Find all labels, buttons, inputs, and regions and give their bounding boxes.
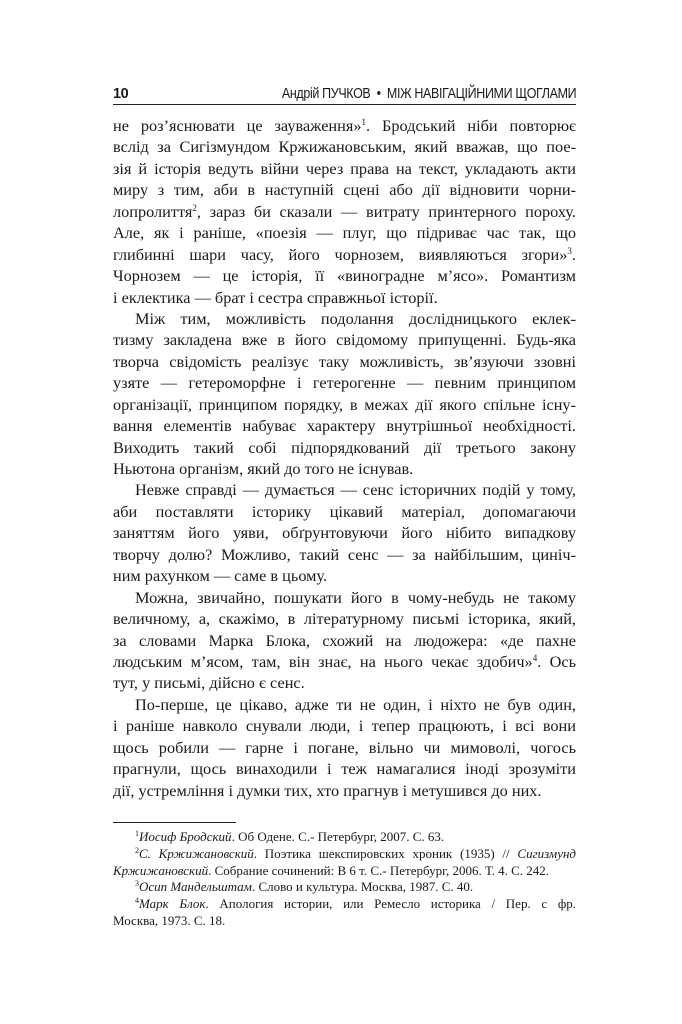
- text-line: [113, 287, 576, 308]
- footnote-number: 1: [135, 829, 139, 838]
- footnote-line: [113, 846, 576, 863]
- line-text: глибинні шари часу, його чорнозем, виявляються згори»: [113, 244, 568, 264]
- text-line: [113, 544, 576, 565]
- text-line: [113, 415, 576, 436]
- footnote-divider: [113, 822, 236, 823]
- line-text: аби поставляти історику цікавий матеріал, допомагаючи: [113, 501, 576, 521]
- running-title: [282, 86, 576, 102]
- text-line: [113, 372, 576, 393]
- line-text: Можна, звичайно, пошукати його в чому-небудь не такому: [135, 587, 576, 607]
- line-text: творча свідомість реалізує таку можливість, зв’язуючи ззовні: [113, 351, 576, 371]
- footnote-author: Марк Блок: [139, 896, 206, 912]
- text-line: [113, 758, 576, 779]
- text-line: [113, 522, 576, 543]
- text-line: [113, 458, 576, 479]
- footnote-text: . Собрание сочинений: В 6 т. С.- Петербург, 2006. Т. 4. С. 242.: [208, 862, 550, 878]
- footnote-number: 3: [135, 879, 139, 889]
- line-text: величному, а, скажімо, в літературному письмі історика, який,: [113, 609, 576, 629]
- footnote-author: Кржижановский: [113, 862, 209, 878]
- footnote-text: . Поэтика шекспировских хроник (1935) //: [253, 845, 518, 861]
- footnote-author: С. Кржижановский: [139, 845, 254, 861]
- line-text: і раніше навколо снували люди, і тепер працюють, і всі вони: [113, 716, 576, 736]
- line-text: узяте — гетероморфне і гетерогенне — певним принципом: [113, 373, 576, 393]
- header-separator: •: [376, 86, 381, 102]
- book-title: МІЖ НАВІГАЦІЙНИМИ ЩОГЛАМИ: [386, 86, 576, 102]
- line-text: дії, устремління і думки тих, хто прагнув і метушився до них.: [113, 780, 542, 800]
- line-text: , зараз би сказали — витрату принтерного пороху.: [196, 201, 576, 221]
- line-text: організації, принципом порядку, в межах дії якого спільне існу-: [113, 394, 576, 414]
- text-line: [113, 651, 576, 672]
- text-line: [113, 715, 576, 736]
- footnotes: [113, 829, 576, 930]
- footnote-author: Сигизмунд: [517, 845, 577, 861]
- line-text: не роз’яснювати це зауваження»: [113, 116, 362, 135]
- text-line: [113, 351, 576, 372]
- text-line: [113, 394, 576, 415]
- text-line: [113, 694, 576, 715]
- line-text: . Ось: [537, 651, 576, 671]
- footnote-number: 2: [135, 845, 139, 855]
- footnote-text: . Об Одене. С.- Петербург, 2007. С. 63.: [231, 829, 445, 844]
- text-line: [113, 329, 576, 350]
- text-line: [113, 565, 576, 586]
- running-header: [113, 86, 576, 105]
- footnote-line: [113, 913, 576, 930]
- text-line: [113, 115, 576, 136]
- text-line: [113, 136, 576, 157]
- text-line: [113, 608, 576, 629]
- text-line: [113, 780, 576, 801]
- line-text: прагнули, щось винаходили і теж намагалися іноді зрозуміти: [113, 759, 576, 779]
- line-text: Невже справді — думається — сенс історичних подій у тому,: [135, 480, 576, 500]
- line-text: творчу долю? Можливо, такий сенс — за найбільшим, циніч-: [113, 544, 576, 564]
- line-text: Чорнозем — це історія, її «виноградне м’ясо». Романтизм: [113, 266, 576, 286]
- line-text: миру з тим, аби в наступній сцені або дії відновити чорни-: [113, 180, 576, 200]
- line-text: лопролиття: [113, 201, 193, 221]
- text-line: [113, 437, 576, 458]
- body-text: [113, 115, 576, 801]
- line-text: зія й історія ведуть війни через права на текст, укладають акти: [113, 158, 576, 178]
- page-number: 10: [113, 86, 129, 102]
- author-name: Андрій ПУЧКОВ: [281, 86, 371, 102]
- text-line: [113, 158, 576, 179]
- line-text: . Бродський ніби повторює: [366, 116, 576, 135]
- footnote-ref: 1: [361, 117, 366, 127]
- line-text: Ньютона організм, який до того не існував.: [113, 459, 414, 478]
- text-line: [113, 479, 576, 500]
- text-line: [113, 244, 576, 265]
- line-text: .: [571, 244, 576, 264]
- footnote-line: [113, 863, 576, 880]
- line-text: По-перше, це цікаво, адже ти не один, і ніхто не був один,: [135, 694, 576, 714]
- footnote-text: . Апология истории, или Ремесло историка / Пер. с фр.: [205, 896, 576, 912]
- line-text: Між тим, можливість подолання дослідницького еклек-: [135, 308, 576, 328]
- line-text: ним рахунком — саме в цьому.: [113, 566, 328, 586]
- text-line: [113, 308, 576, 329]
- footnote-text: . Слово и культура. Москва, 1987. С. 40.: [251, 879, 474, 895]
- line-text: тизму закладена вже в його свідомому припущенні. Будь-яка: [113, 330, 576, 350]
- footnote-line: [113, 896, 576, 913]
- text-line: [113, 501, 576, 522]
- footnote-author: Иосиф Бродский: [139, 829, 232, 844]
- footnote-line: [113, 829, 576, 846]
- footnote-number: 4: [135, 896, 139, 906]
- footnote-ref: 3: [567, 245, 572, 256]
- line-text: Виходить такий собі підпорядкований дії третього закону: [113, 437, 576, 457]
- text-line: [113, 630, 576, 651]
- text-line: [113, 179, 576, 200]
- footnote-ref: 2: [192, 202, 197, 213]
- footnote-ref: 4: [532, 652, 538, 663]
- line-text: Але, як і раніше, «поезія — плуг, що підриває час так, що: [113, 223, 576, 243]
- line-text: і еклектика — брат і сестра справжньої історії.: [113, 287, 438, 307]
- line-text: щось робили — гарне і погане, вільно чи мимоволі, чогось: [113, 737, 576, 757]
- text-line: [113, 737, 576, 758]
- text-line: [113, 587, 576, 608]
- line-text: людським м’ясом, там, він знає, на нього чекає здобич»: [113, 651, 533, 671]
- text-line: [113, 222, 576, 243]
- footnote-author: Осип Мандельштам: [139, 879, 252, 895]
- footnote-text: Москва, 1973. С. 18.: [113, 912, 226, 928]
- text-line: [113, 201, 576, 222]
- line-text: вання елементів набуває характеру внутрішньої необхідності.: [113, 416, 576, 436]
- line-text: заняттям його уяви, обґрунтовуючи його нібито випадкову: [113, 523, 576, 543]
- line-text: за словами Марка Блока, схожий на людожера: «де пахне: [113, 630, 576, 650]
- text-line: [113, 265, 576, 286]
- line-text: тут, у письмі, дійсно є сенс.: [113, 673, 305, 693]
- text-line: [113, 672, 576, 693]
- footnote-line: [113, 879, 576, 896]
- line-text: вслід за Сигізмундом Кржижановським, який вважав, що пое-: [113, 137, 576, 157]
